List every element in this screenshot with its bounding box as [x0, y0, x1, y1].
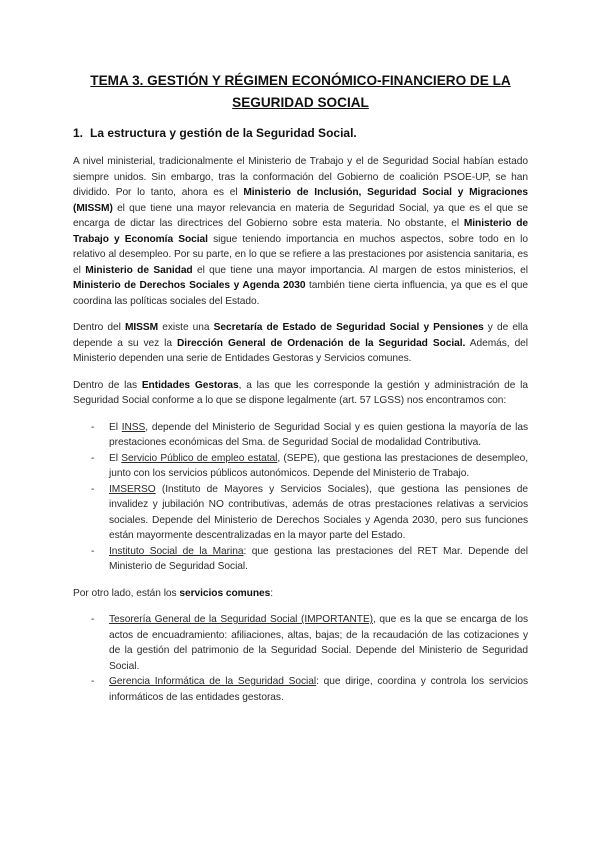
text-run: el que tiene una mayor relevancia en materia de Seguridad Social, ya que es el que se encarga de dictar las directrices del Gobierno sobre esta materia. No obstante, el	[73, 202, 528, 229]
text-run: el que tiene una mayor importancia. Al margen de estos ministerios, el	[192, 264, 528, 276]
text-run: A nivel ministerial, tradicionalmente el Ministerio de Trabajo y el de Seguridad Social habían estado siempre unidos. Sin embargo, tras la conformación del Gobierno de coalición PSOE-UP, se han dividido. Por lo tanto, ahora es el	[73, 156, 528, 198]
text-run: : que dirige, coordina y controla los servicios informáticos de las entidades gestoras.	[109, 676, 528, 703]
paragraph	[73, 378, 528, 409]
paragraph	[73, 320, 528, 367]
text-run: , a las que les corresponde la gestión y administración de la Seguridad Social conforme a lo que se dispone legalmente (art. 57 LGSS) nos encontramos con:	[73, 379, 528, 406]
text-run: , que es la que se encarga de los actos de encuadramiento: afiliaciones, altas, bajas; de la recaudación de las cotizaciones y de la gestión del patrimonio de la Seguridad Social. Depende del Ministerio de Seguridad Social.	[109, 614, 529, 672]
document-page	[73, 70, 528, 716]
dash-bullet-icon: -	[91, 452, 95, 464]
text-run: (Instituto de Mayores y Servicios Sociales), que gestiona las pensiones de invalidez y jubilación NO contributivas, además de otras prestaciones relativas a servicios sociales. Depende del Ministerio de Derechos Sociales y Agenda 2030, pero sus funciones están mayormente descentralizadas en la mayor parte del Estado.	[109, 483, 528, 541]
underlined-text: Servicio Público de empleo estatal	[121, 452, 278, 464]
underlined-text: Gerencia Informática de la Seguridad Social	[109, 676, 317, 687]
underlined-text: INSS	[121, 421, 146, 433]
text-run: :	[270, 587, 274, 599]
text-run: , depende del Ministerio de Seguridad Social y es quien gestiona la mayoría de las prestaciones económicas del Sma. de Seguridad Social de modalidad Contributiva.	[109, 421, 528, 448]
bullet-list	[73, 612, 528, 705]
text-run: sigue teniendo importancia en muchos aspectos, sobre todo en lo relativo al desempleo. Por su parte, en lo que se refiere a las prestaciones por asistencia sanitaria, es el	[73, 233, 528, 276]
document-body	[73, 154, 528, 705]
dash-bullet-icon: -	[91, 483, 95, 495]
bold-text: Ministerio de Sanidad	[85, 264, 193, 276]
bold-text: servicios comunes	[179, 587, 271, 599]
list-item	[73, 420, 528, 451]
document-title: TEMA 3. GESTIÓN Y RÉGIMEN ECONÓMICO-FINANCIERO DE LA SEGURIDAD SOCIAL	[90, 73, 511, 110]
section-heading	[73, 126, 528, 140]
text-run: Dentro del	[73, 322, 125, 333]
text-run: El	[109, 421, 122, 433]
bullet-list	[73, 420, 528, 575]
underlined-text: IMSERSO	[109, 483, 156, 495]
underlined-text: Tesorería General de la Seguridad Social (IMPORTANTE)	[109, 614, 374, 625]
bold-text: MISSM	[124, 322, 159, 333]
bold-text: Ministerio de Trabajo y Economía Social	[73, 218, 528, 245]
text-run: existe una	[158, 322, 214, 333]
section-title: La estructura y gestión de la Seguridad Social.	[90, 126, 357, 140]
text-run: Dentro de las	[73, 379, 142, 391]
list-item	[73, 612, 528, 674]
paragraph	[73, 586, 528, 602]
underlined-text: Instituto Social de la Marina	[109, 545, 244, 557]
list-item	[73, 674, 528, 705]
text-run: El	[109, 452, 122, 464]
list-item	[73, 544, 528, 575]
text-run: también tiene cierta influencia, ya que es el que coordina las políticas sociales del Estado.	[73, 280, 528, 307]
dash-bullet-icon: -	[91, 545, 95, 557]
text-run: Además, del Ministerio dependen una serie de Entidades Gestoras y Servicios comunes.	[73, 337, 529, 364]
paragraph	[73, 154, 528, 309]
bold-text: Ministerio de Derechos Sociales y Agenda 2030	[73, 280, 306, 291]
section-number: 1.	[73, 126, 84, 140]
bold-text: Dirección General de Ordenación de la Seguridad Social.	[177, 337, 466, 349]
dash-bullet-icon: -	[91, 676, 95, 687]
bold-text: Ministerio de Inclusión, Seguridad Social y Migraciones (MISSM)	[73, 187, 528, 214]
text-run: y de ella depende a su vez la	[73, 322, 528, 349]
dash-bullet-icon: -	[91, 421, 95, 433]
text-run: : que gestiona las prestaciones del RET Mar. Depende del Ministerio de Seguridad Social.	[109, 545, 528, 572]
text-run: , (SEPE), que gestiona las prestaciones de desempleo, junto con los servicios públicos autonómicos. Depende del Ministerio de Trabajo.	[109, 452, 528, 479]
text-run: Por otro lado, están los	[73, 587, 180, 599]
bold-text: Secretaría de Estado de Seguridad Social y Pensiones	[213, 322, 484, 333]
list-item	[73, 482, 528, 544]
list-item	[73, 451, 528, 482]
bold-text: Entidades Gestoras	[141, 379, 239, 391]
dash-bullet-icon: -	[91, 614, 95, 625]
